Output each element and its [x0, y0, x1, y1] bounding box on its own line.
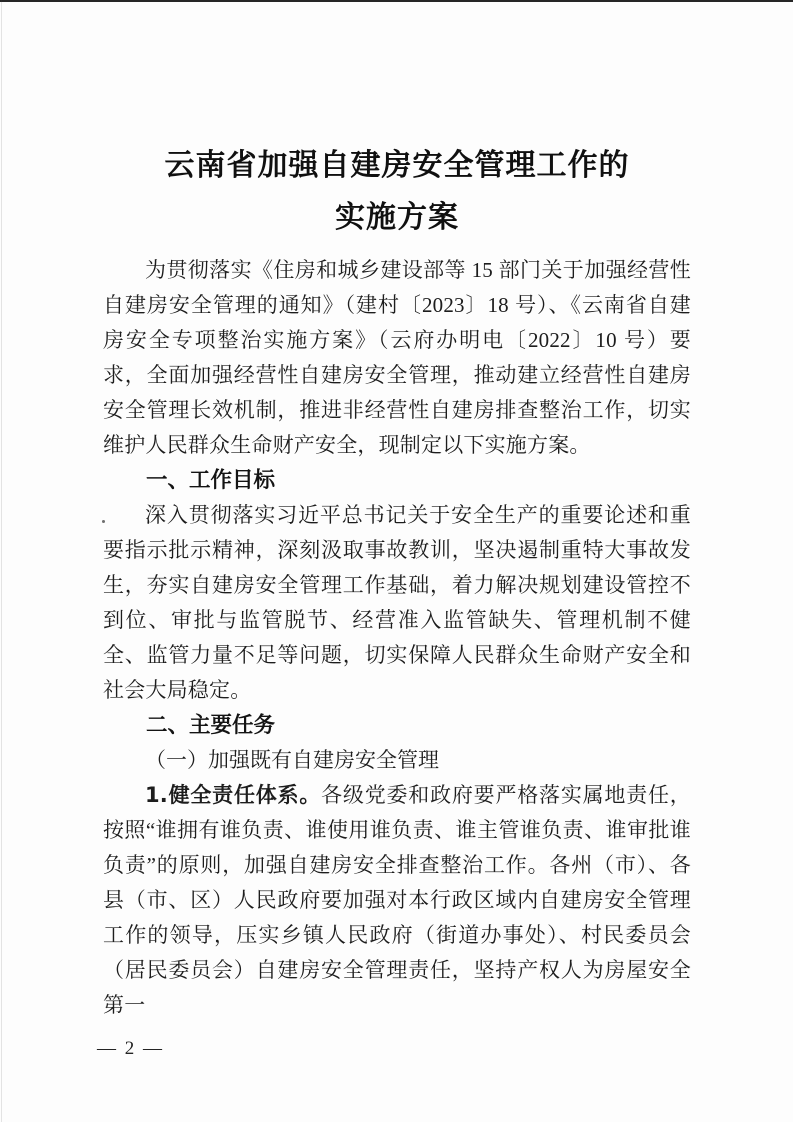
document-title-line-1: 云南省加强自建房安全管理工作的: [164, 149, 630, 182]
scan-artifact-top-line: [0, 0, 793, 2]
paragraph-intro: 为贯彻落实《住房和城乡建设部等 15 部门关于加强经营性自建房安全管理的通知》（建村〔2023〕18 号）、《云南省自建房安全专项整治实施方案》（云府办明电〔2022〕10 号）要求，全面加强经营性自建房安全管理，推动建立经营性自建房安全管理长效机制，推进非经营性自建房排查整治工作，切实维护人民群众生命财产安全，现制定以下实施方案。: [103, 258, 691, 457]
document-content: [103, 140, 691, 1023]
paragraph-work-goals: 深入贯彻落实习近平总书记关于安全生产的重要论述和重要指示批示精神，深刻汲取事故教训，坚决遏制重特大事故发生，夯实自建房安全管理工作基础，着力解决规划建设管控不到位、审批与监管脱节、经营准入监管缺失、管理机制不健全、监管力量不足等问题，切实保障人民群众生命财产安全和社会大局稳定。: [103, 503, 691, 702]
paragraph-item-1-text: 各级党委和政府要严格落实属地责任，按照“谁拥有谁负责、谁使用谁负责、谁主管谁负责、谁审批谁负责”的原则，加强自建房安全排查整治工作。各州（市）、各县（市、区）人民政府要加强对本行政区域内自建房安全管理工作的领导，压实乡镇人民政府（街道办事处）、村民委员会（居民委员会）自建房安全管理责任，坚持产权人为房屋安全第一: [103, 783, 691, 1017]
document-title: [103, 140, 691, 244]
paragraph-responsibility-system: [103, 778, 691, 1023]
page-number: — 2 —: [97, 1038, 164, 1059]
subsection-heading-existing-housing: （一）加强既有自建房安全管理: [145, 748, 439, 772]
section-heading-work-goals: 一、工作目标: [146, 468, 276, 493]
section-heading-main-tasks: 二、主要任务: [146, 713, 276, 738]
paragraph-lead-item-1: 1.健全责任体系。: [145, 783, 322, 807]
document-title-line-2: 实施方案: [335, 201, 459, 234]
scan-artifact-left-streak: [1, 0, 2, 1122]
